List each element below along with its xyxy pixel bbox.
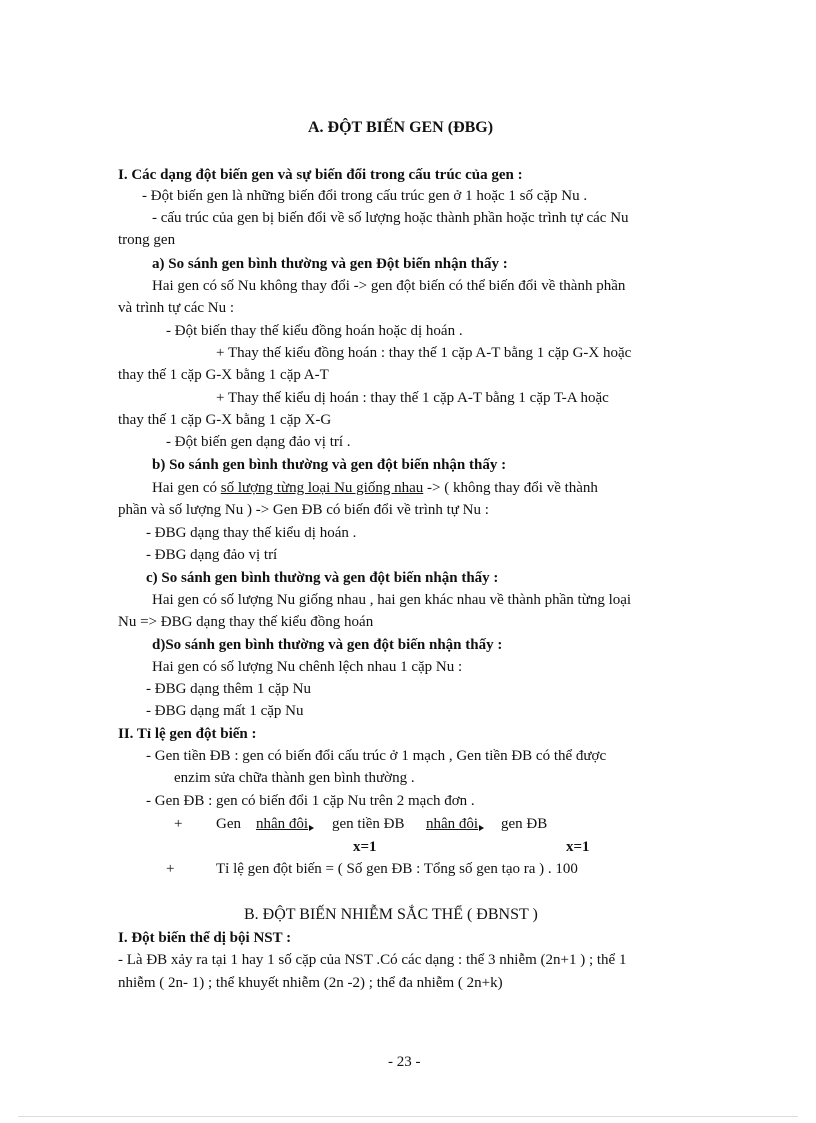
paragraph-line: + Thay thế kiểu dị hoán : thay thế 1 cặp A-T bằng 1 cặp T-A hoặc	[216, 390, 609, 406]
underlined-text: số lượng từng loại Nu giống nhau	[220, 480, 424, 496]
paragraph-line	[152, 478, 598, 498]
arrow-label-doubling	[426, 814, 478, 834]
paragraph-line: - ĐBG dạng thêm 1 cặp Nu	[146, 681, 311, 697]
paragraph-line: - cấu trúc của gen bị biến đổi về số lượng hoặc thành phần hoặc trình tự các Nu	[152, 210, 629, 226]
heading-ii: II. Tỉ lệ gen đột biến :	[118, 726, 257, 742]
arrow-label-text: nhân đôi	[256, 816, 309, 832]
section-a-title: A. ĐỘT BIẾN GEN (ĐBG)	[308, 119, 494, 136]
section-b-title: B. ĐỘT BIẾN NHIỄM SẮC THỂ ( ĐBNST )	[244, 906, 538, 923]
heading-a: a) So sánh gen bình thường và gen Đột biến nhận thấy :	[152, 256, 508, 272]
paragraph-line: trong gen	[118, 232, 176, 248]
formula-gen: Gen	[216, 816, 241, 832]
paragraph-line: Nu => ĐBG dạng thay thế kiểu đồng hoán	[118, 614, 374, 630]
paragraph-line: - ĐBG dạng thay thế kiểu dị hoán .	[146, 525, 357, 541]
formula-intermediate: gen tiền ĐB	[332, 816, 405, 832]
paragraph-line: - ĐBG dạng đảo vị trí	[146, 547, 278, 563]
formula-x-label: x=1	[353, 839, 377, 855]
paragraph-line: - Gen tiền ĐB : gen có biến đổi cấu trúc ở 1 mạch , Gen tiền ĐB có thể được	[146, 748, 607, 764]
paragraph-line: và trình tự các Nu :	[118, 300, 235, 316]
bottom-rule	[18, 1116, 798, 1117]
formula-plus: +	[174, 816, 183, 832]
paragraph-line: nhiễm ( 2n- 1) ; thể khuyết nhiễm (2n -2) ; thể đa nhiễm ( 2n+k)	[118, 975, 503, 991]
paragraph-line: - Đột biến gen dạng đảo vị trí .	[166, 434, 351, 450]
paragraph-line: enzim sửa chữa thành gen bình thường .	[174, 770, 415, 786]
paragraph-line: - Đột biến thay thế kiểu đồng hoán hoặc dị hoán .	[166, 323, 463, 339]
text-span: -> ( không thay đổi về thành	[423, 480, 598, 496]
heading-b: b) So sánh gen bình thường và gen đột biến nhận thấy :	[152, 457, 507, 473]
heading-d: d)So sánh gen bình thường và gen đột biến nhận thấy :	[152, 637, 503, 653]
paragraph-line: thay thế 1 cặp G-X bằng 1 cặp X-G	[118, 412, 332, 428]
text-span: Hai gen có	[152, 480, 221, 496]
page-number: - 23 -	[388, 1054, 421, 1070]
heading-b-i: I. Đột biến thể dị bội NST :	[118, 930, 292, 946]
paragraph-line: thay thế 1 cặp G-X bằng 1 cặp A-T	[118, 367, 329, 383]
paragraph-line: Hai gen có số lượng Nu chênh lệch nhau 1 cặp Nu :	[152, 659, 463, 675]
formula-x-label: x=1	[566, 839, 590, 855]
paragraph-line: - Gen ĐB : gen có biến đổi 1 cặp Nu trên 2 mạch đơn .	[146, 793, 475, 809]
paragraph-line: + Thay thế kiểu đồng hoán : thay thế 1 cặp A-T bằng 1 cặp G-X hoặc	[216, 345, 632, 361]
paragraph-line: Hai gen có số Nu không thay đổi -> gen đột biến có thể biến đổi về thành phần	[152, 278, 626, 294]
paragraph-line: phần và số lượng Nu ) -> Gen ĐB có biến đổi về trình tự Nu :	[118, 502, 489, 518]
paragraph-line: - ĐBG dạng mất 1 cặp Nu	[146, 703, 304, 719]
paragraph-line: - Là ĐB xảy ra tại 1 hay 1 số cặp của NST .Có các dạng : thể 3 nhiễm (2n+1 ) ; thể 1	[118, 952, 627, 968]
heading-i: I. Các dạng đột biến gen và sự biến đổi trong cấu trúc của gen :	[118, 167, 523, 183]
heading-c: c) So sánh gen bình thường và gen đột biến nhận thấy :	[146, 570, 499, 586]
arrow-label-doubling	[256, 814, 308, 834]
formula-plus: +	[166, 861, 175, 877]
formula-result: gen ĐB	[501, 816, 548, 832]
formula-ratio: Tỉ lệ gen đột biến = ( Số gen ĐB : Tổng số gen tạo ra ) . 100	[216, 861, 578, 877]
paragraph-line: - Đột biến gen là những biến đổi trong cấu trúc gen ở 1 hoặc 1 số cặp Nu .	[142, 188, 588, 204]
paragraph-line: Hai gen có số lượng Nu giống nhau , hai gen khác nhau về thành phần từng loại	[152, 592, 632, 608]
arrow-label-text: nhân đôi	[426, 816, 479, 832]
